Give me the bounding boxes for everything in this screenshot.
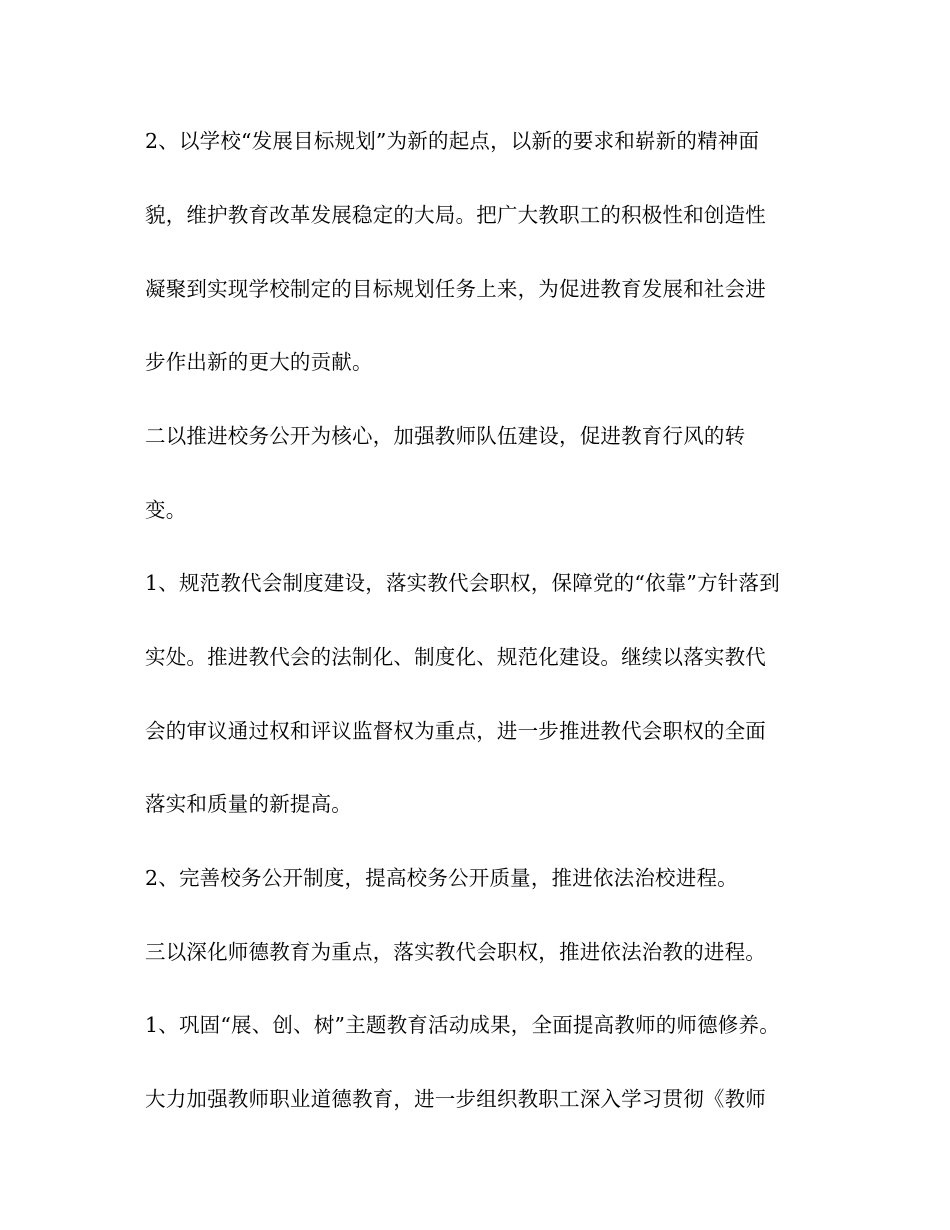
text-line: 貌，维护教育改革发展稳定的大局。把广大教职工的积极性和创造性 <box>145 203 766 227</box>
text-line: 2、以学校“发展目标规划”为新的起点，以新的要求和崭新的精神面 <box>145 129 760 153</box>
text-line: 实处。推进教代会的法制化、制度化、规范化建设。继续以落实教代 <box>145 645 766 669</box>
text-line: 变。 <box>145 498 187 522</box>
text-line: 1、规范教代会制度建设，落实教代会职权，保障党的“依靠”方针落到 <box>145 571 780 595</box>
text-line: 步作出新的更大的贡献。 <box>145 350 373 374</box>
text-line: 2、完善校务公开制度，提高校务公开质量，推进依法治校进程。 <box>145 866 738 890</box>
text-line: 凝聚到实现学校制定的目标规划任务上来，为促进教育发展和社会进 <box>145 277 766 301</box>
text-line: 二以推进校务公开为核心，加强教师队伍建设，促进教育行风的转 <box>145 424 746 448</box>
text-line: 三以深化师德教育为重点，落实教代会职权，推进依法治教的进程。 <box>145 940 766 964</box>
text-line: 会的审议通过权和评议监督权为重点，进一步推进教代会职权的全面 <box>145 719 766 743</box>
text-line: 1、巩固“展、创、树”主题教育活动成果，全面提高教师的师德修养。 <box>145 1013 780 1037</box>
text-line: 落实和质量的新提高。 <box>145 792 352 816</box>
text-line: 大力加强教师职业道德教育，进一步组织教职工深入学习贯彻《教师 <box>145 1087 766 1111</box>
